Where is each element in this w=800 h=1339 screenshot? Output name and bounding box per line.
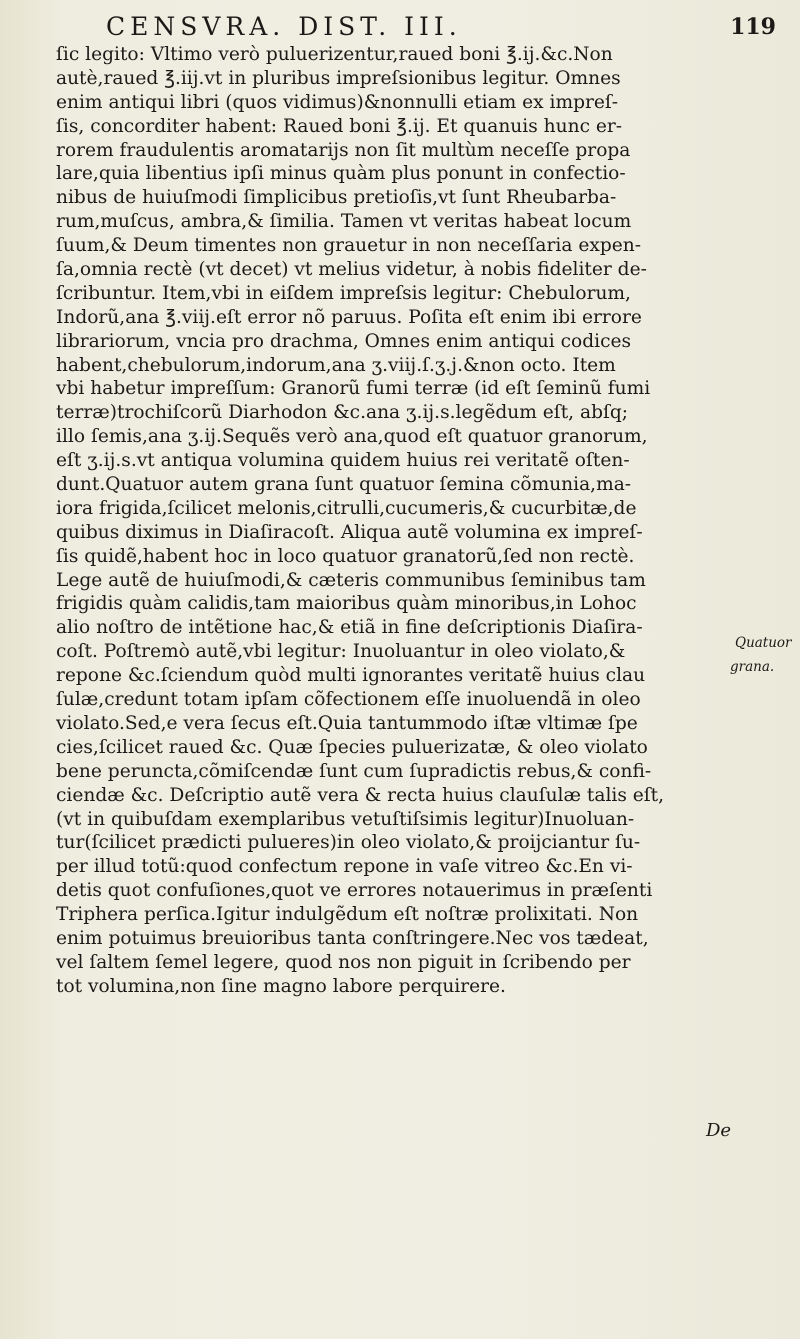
text-line: ſcribuntur. Item,vbi in eiſdem impreſsis legitur: Chebulorum,: [56, 282, 631, 304]
text-line: habent,chebulorum,indorum,ana ʒ.viij.ſ.ʒ.j.&non octo. Item: [56, 354, 616, 376]
text-line: Triphera perſica.Igitur indulgẽdum eſt noſtræ prolixitati. Non: [56, 904, 639, 926]
running-title: CENSVRA. DIST. III.: [106, 12, 462, 41]
text-line: terræ)trochiſcorũ Diarhodon &c.ana ʒ.ij.s.legẽdum eſt, abſq;: [56, 402, 629, 424]
text-line: ſis, concorditer habent: Raued boni ℥.ij. Et quanuis hunc er-: [56, 115, 623, 137]
text-line: lare,quia libentius ipſi minus quàm plus ponunt in confectio-: [56, 163, 626, 185]
text-line: ſa,omnia rectè (vt decet) vt melius videtur, à nobis fideliter de-: [56, 259, 647, 281]
text-line: (vt in quibuſdam exemplaribus vetuſtiſsimis legitur)Inuoluan-: [56, 808, 635, 830]
catchword: De: [706, 1120, 732, 1141]
text-line: repone &c.ſciendum quòd multi ignorantes veritatẽ huius clau: [56, 665, 646, 687]
text-line: tur(ſcilicet prædicti pulueres)in oleo violato,& proijciantur ſu-: [56, 832, 641, 854]
text-line: autè,raued ℥.iij.vt in pluribus impreſsionibus legitur. Omnes: [56, 67, 621, 89]
text-line: Indorũ,ana ℥.viij.eſt error nõ paruus. Poſita eſt enim ibi errore: [56, 306, 642, 328]
text-line: Lege autẽ de huiuſmodi,& cæteris communibus ſeminibus tam: [56, 569, 646, 591]
text-line: nibus de huiuſmodi ſimplicibus pretioſis,vt ſunt Rheubarba-: [56, 187, 617, 209]
text-line: enim antiqui libri (quos vidimus)&nonnulli etiam ex impreſ-: [56, 91, 619, 113]
text-line: alio noſtro de intẽtione hac,& etiã in fine deſcriptionis Diaſira-: [56, 617, 643, 639]
text-line: ſulæ,credunt totam ipſam cõfectionem eſſe inuoluendã in oleo: [56, 689, 641, 711]
text-line: violato.Sed,e vera ſecus eſt.Quia tantummodo iſtæ vltimæ ſpe: [56, 712, 638, 734]
text-line: ſuum,& Deum timentes non grauetur in non neceſſaria expen-: [56, 235, 641, 257]
text-line: eſt ʒ.ij.s.vt antiqua volumina quidem huius rei veritatẽ oſten-: [56, 450, 630, 472]
text-line: detis quot confuſiones,quot ve errores notauerimus in præſenti: [56, 880, 653, 902]
text-line: coſt. Poſtremò autẽ,vbi legitur: Inuoluantur in oleo violato,&: [56, 641, 626, 663]
page-number: 119: [730, 14, 776, 40]
text-line: dunt.Quatuor autem grana ſunt quatuor ſemina cõmunia,ma-: [56, 474, 632, 496]
text-line: iora frigida,ſcilicet melonis,citrulli,cucumeris,& cucurbitæ,de: [56, 497, 637, 519]
marginal-note: grana.: [730, 659, 775, 675]
text-line: ſic legito: Vltimo verò puluerizentur,raued boni ℥.ij.&c.Non: [56, 44, 613, 65]
text-line: vel ſaltem ſemel legere, quod nos non piguit in ſcribendo per: [56, 951, 631, 973]
body-text: [56, 43, 761, 999]
text-line: bene peruncta,cõmiſcendæ ſunt cum ſupradictis rebus,& confi-: [56, 760, 652, 782]
text-line: ciendæ &c. Deſcriptio autẽ vera & recta huius clauſulæ talis eſt,: [56, 784, 665, 806]
text-line: rum,muſcus, ambra,& ſimilia. Tamen vt veritas habeat locum: [56, 211, 632, 233]
text-line: ſis quidẽ,habent hoc in loco quatuor granatorũ,ſed non rectè.: [56, 545, 635, 567]
text-line: librariorum, vncia pro drachma, Omnes enim antiqui codices: [56, 330, 632, 352]
text-line: vbi habetur impreſſum: Granorũ fumi terræ (id eſt ſeminũ fumi: [56, 378, 651, 400]
text-line: per illud totũ:quod confectum repone in vaſe vitreo &c.En vi-: [56, 856, 633, 878]
text-line: enim potuimus breuioribus tanta conſtringere.Nec vos tædeat,: [56, 927, 649, 949]
text-line: tot volumina,non ſine magno labore perquirere.: [56, 975, 506, 997]
text-line: illo ſemis,ana ʒ.ij.Sequẽs verò ana,quod eſt quatuor granorum,: [56, 426, 648, 448]
text-line: rorem fraudulentis aromatarijs non ſit multùm neceſſe propa: [56, 139, 631, 161]
text-line: frigidis quàm calidis,tam maioribus quàm minoribus,in Lohoc: [56, 593, 637, 615]
text-line: quibus diximus in Diaſiracoſt. Aliqua autẽ volumina ex impreſ-: [56, 521, 643, 543]
text-line: cies,ſcilicet raued &c. Quæ ſpecies puluerizatæ, & oleo violato: [56, 736, 648, 758]
marginal-note: Quatuor: [735, 635, 792, 651]
